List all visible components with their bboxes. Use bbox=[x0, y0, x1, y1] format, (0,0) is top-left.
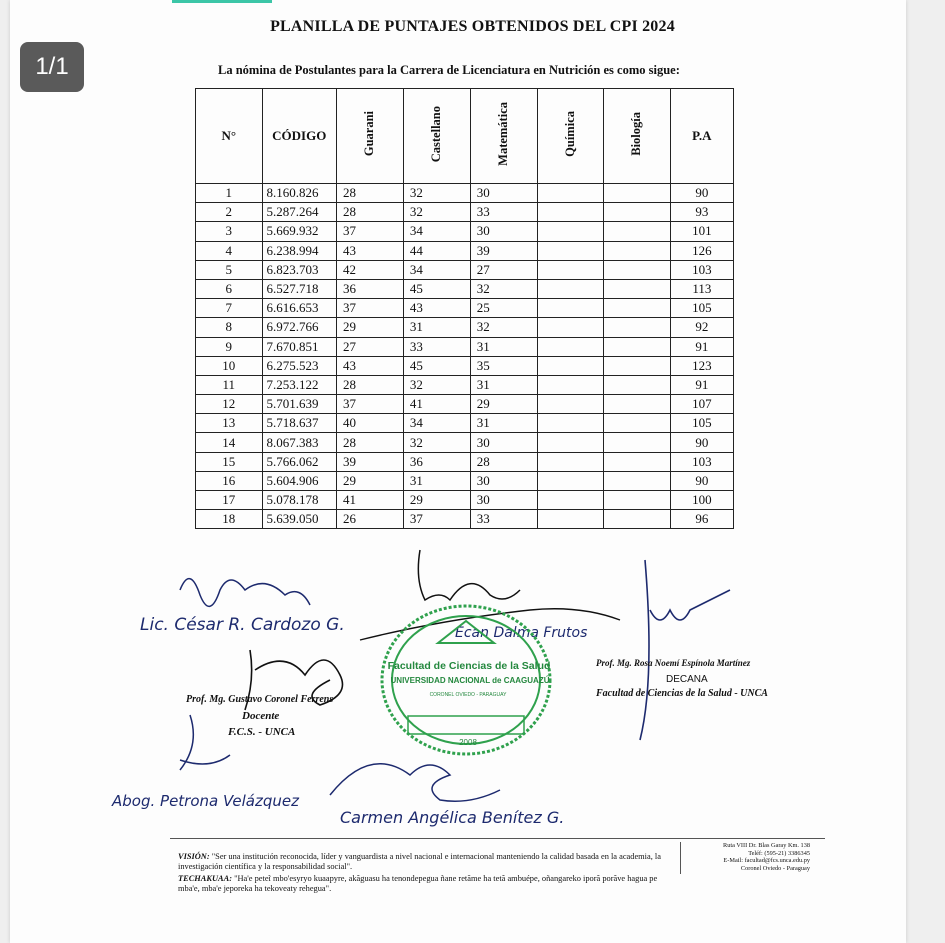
cell-pa: 126 bbox=[670, 241, 733, 260]
table-row bbox=[196, 375, 734, 394]
cell-castellano: 32 bbox=[403, 375, 470, 394]
cell-guarani: 40 bbox=[336, 414, 403, 433]
cell-castellano: 37 bbox=[403, 510, 470, 529]
cell-code: 5.078.178 bbox=[262, 491, 336, 510]
cell-biologia bbox=[604, 510, 671, 529]
cell-biologia bbox=[604, 414, 671, 433]
cell-matematica: 30 bbox=[470, 222, 537, 241]
cell-pa: 96 bbox=[670, 510, 733, 529]
address-line4: Coronel Oviedo - Paraguay bbox=[740, 864, 810, 872]
address-line2: Teléf: (595-21) 3386345 bbox=[748, 849, 810, 857]
cell-number: 2 bbox=[196, 203, 263, 222]
cell-pa: 107 bbox=[670, 395, 733, 414]
cell-code: 6.527.718 bbox=[262, 279, 336, 298]
cell-guarani: 28 bbox=[336, 203, 403, 222]
cell-number: 17 bbox=[196, 491, 263, 510]
cell-pa: 90 bbox=[670, 433, 733, 452]
cell-pa: 123 bbox=[670, 356, 733, 375]
cell-guarani: 28 bbox=[336, 433, 403, 452]
header-guarani bbox=[336, 89, 403, 184]
footer-mission bbox=[178, 852, 668, 894]
cell-castellano: 45 bbox=[403, 356, 470, 375]
cell-code: 6.275.523 bbox=[262, 356, 336, 375]
cell-guarani: 29 bbox=[336, 471, 403, 490]
cell-matematica: 32 bbox=[470, 318, 537, 337]
cell-number: 3 bbox=[196, 222, 263, 241]
table-row bbox=[196, 279, 734, 298]
cell-code: 5.669.932 bbox=[262, 222, 336, 241]
header-quimica bbox=[537, 89, 604, 184]
header-guarani-label: Guarani bbox=[362, 111, 377, 157]
cell-pa: 101 bbox=[670, 222, 733, 241]
table-row bbox=[196, 299, 734, 318]
cell-number: 15 bbox=[196, 452, 263, 471]
cell-pa: 90 bbox=[670, 471, 733, 490]
header-code: CÓDIGO bbox=[262, 89, 336, 184]
cell-code: 5.718.637 bbox=[262, 414, 336, 433]
cell-biologia bbox=[604, 395, 671, 414]
header-pa: P.A bbox=[670, 89, 733, 184]
table-row bbox=[196, 260, 734, 279]
cell-castellano: 32 bbox=[403, 433, 470, 452]
cell-quimica bbox=[537, 491, 604, 510]
header-quimica-label: Química bbox=[562, 111, 577, 157]
cell-pa: 93 bbox=[670, 203, 733, 222]
cell-biologia bbox=[604, 356, 671, 375]
cell-guarani: 43 bbox=[336, 241, 403, 260]
cell-castellano: 43 bbox=[403, 299, 470, 318]
cell-code: 8.067.383 bbox=[262, 433, 336, 452]
header-biologia-label: Biología bbox=[629, 112, 644, 156]
table-row bbox=[196, 471, 734, 490]
cell-number: 14 bbox=[196, 433, 263, 452]
cell-pa: 113 bbox=[670, 279, 733, 298]
cell-number: 6 bbox=[196, 279, 263, 298]
cell-guarani: 28 bbox=[336, 375, 403, 394]
cell-quimica bbox=[537, 279, 604, 298]
cell-code: 5.639.050 bbox=[262, 510, 336, 529]
cell-quimica bbox=[537, 222, 604, 241]
cell-matematica: 30 bbox=[470, 471, 537, 490]
cell-quimica bbox=[537, 375, 604, 394]
cell-guarani: 29 bbox=[336, 318, 403, 337]
stamp-line2: UNIVERSIDAD NACIONAL de CAAGUAZÚ bbox=[390, 676, 550, 685]
cell-number: 13 bbox=[196, 414, 263, 433]
footer-address bbox=[690, 842, 810, 872]
cell-biologia bbox=[604, 471, 671, 490]
cell-code: 6.616.653 bbox=[262, 299, 336, 318]
cell-number: 8 bbox=[196, 318, 263, 337]
table-row bbox=[196, 222, 734, 241]
cell-number: 11 bbox=[196, 375, 263, 394]
cell-pa: 103 bbox=[670, 452, 733, 471]
signature-name-carmen: Carmen Angélica Benítez G. bbox=[340, 808, 565, 827]
cell-castellano: 31 bbox=[403, 318, 470, 337]
stamp-line1: Facultad de Ciencias de la Salud bbox=[387, 660, 551, 672]
cell-biologia bbox=[604, 491, 671, 510]
cell-matematica: 31 bbox=[470, 414, 537, 433]
cell-code: 7.253.122 bbox=[262, 375, 336, 394]
cell-matematica: 30 bbox=[470, 433, 537, 452]
signature-org-rosa: Facultad de Ciencias de la Salud - UNCA bbox=[596, 688, 768, 699]
cell-castellano: 45 bbox=[403, 279, 470, 298]
cell-castellano: 34 bbox=[403, 414, 470, 433]
cell-number: 4 bbox=[196, 241, 263, 260]
cell-castellano: 36 bbox=[403, 452, 470, 471]
cell-castellano: 33 bbox=[403, 337, 470, 356]
header-number: N° bbox=[196, 89, 263, 184]
table-row bbox=[196, 241, 734, 260]
table-row bbox=[196, 491, 734, 510]
cell-biologia bbox=[604, 203, 671, 222]
signature-name-rosa: Prof. Mg. Rosa Noemí Espínola Martínez bbox=[596, 658, 751, 668]
cell-castellano: 32 bbox=[403, 203, 470, 222]
techakuaa-label: TECHAKUAA: bbox=[178, 874, 232, 883]
header-biologia bbox=[604, 89, 671, 184]
cell-biologia bbox=[604, 222, 671, 241]
table-body bbox=[196, 184, 734, 529]
cell-number: 7 bbox=[196, 299, 263, 318]
stamp-year: 2008 bbox=[459, 738, 477, 747]
cell-code: 5.287.264 bbox=[262, 203, 336, 222]
cell-castellano: 32 bbox=[403, 184, 470, 203]
cell-number: 18 bbox=[196, 510, 263, 529]
cell-code: 6.972.766 bbox=[262, 318, 336, 337]
cell-castellano: 41 bbox=[403, 395, 470, 414]
header-matematica bbox=[470, 89, 537, 184]
table-row bbox=[196, 356, 734, 375]
address-line1: Ruta VIII Dr. Blas Garay Km. 138 bbox=[723, 842, 810, 849]
footer-divider bbox=[170, 838, 825, 839]
table-row bbox=[196, 433, 734, 452]
cell-castellano: 34 bbox=[403, 222, 470, 241]
cell-matematica: 33 bbox=[470, 510, 537, 529]
cell-guarani: 37 bbox=[336, 395, 403, 414]
cell-matematica: 32 bbox=[470, 279, 537, 298]
table-row bbox=[196, 395, 734, 414]
cell-guarani: 28 bbox=[336, 184, 403, 203]
cell-quimica bbox=[537, 318, 604, 337]
cell-quimica bbox=[537, 510, 604, 529]
cell-code: 5.766.062 bbox=[262, 452, 336, 471]
cell-pa: 90 bbox=[670, 184, 733, 203]
cell-matematica: 35 bbox=[470, 356, 537, 375]
cell-number: 1 bbox=[196, 184, 263, 203]
cell-biologia bbox=[604, 337, 671, 356]
cell-matematica: 31 bbox=[470, 375, 537, 394]
cell-matematica: 33 bbox=[470, 203, 537, 222]
cell-matematica: 39 bbox=[470, 241, 537, 260]
signature-name-cesar: Lic. César R. Cardozo G. bbox=[140, 615, 345, 635]
table-row bbox=[196, 510, 734, 529]
table-row bbox=[196, 184, 734, 203]
cell-matematica: 31 bbox=[470, 337, 537, 356]
cell-code: 6.823.703 bbox=[262, 260, 336, 279]
cell-guarani: 27 bbox=[336, 337, 403, 356]
cell-quimica bbox=[537, 395, 604, 414]
cell-guarani: 39 bbox=[336, 452, 403, 471]
cell-number: 5 bbox=[196, 260, 263, 279]
header-castellano bbox=[403, 89, 470, 184]
address-line3: E-Mail: facultad@fcs.unca.edu.py bbox=[723, 857, 810, 865]
cell-pa: 91 bbox=[670, 375, 733, 394]
top-accent-bar bbox=[172, 0, 272, 3]
cell-number: 9 bbox=[196, 337, 263, 356]
cell-guarani: 37 bbox=[336, 299, 403, 318]
footer-separator bbox=[680, 842, 681, 874]
cell-biologia bbox=[604, 260, 671, 279]
cell-quimica bbox=[537, 184, 604, 203]
cell-pa: 105 bbox=[670, 299, 733, 318]
cell-biologia bbox=[604, 452, 671, 471]
cell-pa: 91 bbox=[670, 337, 733, 356]
table-row bbox=[196, 337, 734, 356]
header-matematica-label: Matemática bbox=[496, 102, 511, 166]
cell-biologia bbox=[604, 318, 671, 337]
cell-quimica bbox=[537, 433, 604, 452]
table-row bbox=[196, 452, 734, 471]
cell-matematica: 28 bbox=[470, 452, 537, 471]
footer-vision bbox=[178, 852, 668, 872]
cell-code: 6.238.994 bbox=[262, 241, 336, 260]
signature-name-petrona: Abog. Petrona Velázquez bbox=[112, 792, 299, 810]
cell-castellano: 44 bbox=[403, 241, 470, 260]
signature-name-dalma: Ecan Dalma Frutos bbox=[455, 625, 588, 641]
vision-label: VISIÓN: bbox=[178, 852, 210, 861]
cell-matematica: 27 bbox=[470, 260, 537, 279]
table-header-row bbox=[196, 89, 734, 184]
signature-role-docente: Docente bbox=[242, 710, 280, 722]
document-subtitle: La nómina de Postulantes para la Carrera de Licenciatura en Nutrición es como sigue: bbox=[218, 63, 680, 77]
cell-code: 7.670.851 bbox=[262, 337, 336, 356]
cell-biologia bbox=[604, 241, 671, 260]
cell-pa: 100 bbox=[670, 491, 733, 510]
cell-castellano: 34 bbox=[403, 260, 470, 279]
cell-number: 12 bbox=[196, 395, 263, 414]
cell-castellano: 29 bbox=[403, 491, 470, 510]
table-row bbox=[196, 203, 734, 222]
cell-quimica bbox=[537, 203, 604, 222]
cell-number: 10 bbox=[196, 356, 263, 375]
cell-guarani: 42 bbox=[336, 260, 403, 279]
page-indicator[interactable]: 1/1 bbox=[20, 42, 84, 92]
header-castellano-label: Castellano bbox=[429, 105, 444, 163]
scores-table bbox=[195, 88, 734, 529]
cell-matematica: 30 bbox=[470, 184, 537, 203]
cell-quimica bbox=[537, 452, 604, 471]
cell-code: 5.604.906 bbox=[262, 471, 336, 490]
table-row bbox=[196, 318, 734, 337]
cell-biologia bbox=[604, 184, 671, 203]
cell-guarani: 41 bbox=[336, 491, 403, 510]
cell-quimica bbox=[537, 471, 604, 490]
cell-matematica: 25 bbox=[470, 299, 537, 318]
cell-quimica bbox=[537, 356, 604, 375]
signature-org-fcs: F.C.S. - UNCA bbox=[228, 726, 296, 738]
cell-guarani: 26 bbox=[336, 510, 403, 529]
cell-code: 5.701.639 bbox=[262, 395, 336, 414]
cell-pa: 103 bbox=[670, 260, 733, 279]
stamp-line3: CORONEL OVIEDO - PARAGUAY bbox=[429, 692, 507, 698]
signature-name-gustavo: Prof. Mg. Gustavo Coronel Ferrens bbox=[186, 694, 334, 705]
techakuaa-text: "Ha'e peteĩ mbo'esyryo kuaapyre, akãguasu ha tenondepegua ñane retãme ha tetã ambuépe, oñangareko iporã porãve hagua pe mba'e, mba'e jeporeka ha tekoveaty rehegua". bbox=[178, 874, 658, 893]
document-title: PLANILLA DE PUNTAJES OBTENIDOS DEL CPI 2024 bbox=[270, 18, 675, 35]
cell-matematica: 29 bbox=[470, 395, 537, 414]
footer-techakuaa bbox=[178, 874, 668, 894]
table-row bbox=[196, 414, 734, 433]
university-stamp bbox=[378, 598, 558, 758]
cell-quimica bbox=[537, 299, 604, 318]
cell-matematica: 30 bbox=[470, 491, 537, 510]
cell-guarani: 36 bbox=[336, 279, 403, 298]
cell-biologia bbox=[604, 299, 671, 318]
cell-code: 8.160.826 bbox=[262, 184, 336, 203]
cell-quimica bbox=[537, 414, 604, 433]
cell-quimica bbox=[537, 337, 604, 356]
cell-castellano: 31 bbox=[403, 471, 470, 490]
cell-quimica bbox=[537, 241, 604, 260]
cell-biologia bbox=[604, 375, 671, 394]
cell-guarani: 43 bbox=[336, 356, 403, 375]
cell-quimica bbox=[537, 260, 604, 279]
cell-biologia bbox=[604, 433, 671, 452]
cell-pa: 105 bbox=[670, 414, 733, 433]
signature-role-decana: DECANA bbox=[666, 674, 708, 685]
cell-number: 16 bbox=[196, 471, 263, 490]
cell-guarani: 37 bbox=[336, 222, 403, 241]
cell-biologia bbox=[604, 279, 671, 298]
cell-pa: 92 bbox=[670, 318, 733, 337]
vision-text: "Ser una institución reconocida, líder y vanguardista a nivel nacional e internacional manteniendo la calidad basada en la academia, la investigación científica y la responsabilidad social". bbox=[178, 852, 661, 871]
